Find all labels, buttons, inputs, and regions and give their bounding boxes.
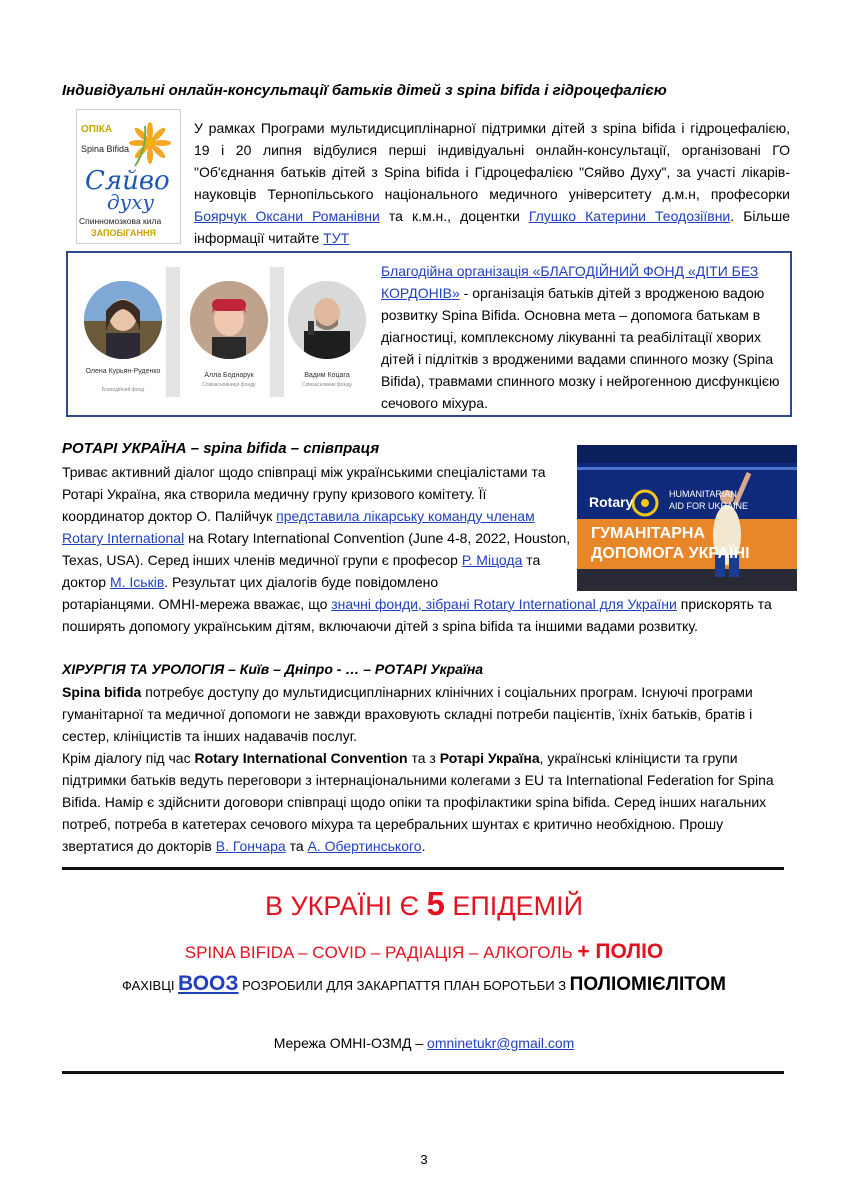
section3-text-b: на Rotary International Convention (June 4-8, 2022, Houston, Texas, USA). Серед інших членів медичної групи є професор: [62, 530, 571, 568]
rotary-convention-photo: [577, 445, 797, 591]
logo-text-dukhu: духу: [107, 190, 155, 214]
section4-text-e: та: [285, 838, 308, 854]
epidemics-list-text: SPINA BIFIDA – COVID – РАДІАЦІЯ – АЛКОГОЛЬ: [184, 943, 578, 962]
epidemics-headline: [0, 885, 848, 923]
rotary-convention-bold: Rotary International Convention: [194, 750, 408, 766]
section2-text: - організація батьків дітей з вродженою вадою розвитку Spina Bifida. Основна мета – допомога батькам в діагностиці, комплексному лікуванні та реабілітації хворих дітей і підлітків з вродженими вадами спинного мозку (Spina Bifida), травмами спинного мозку і нейрогенною дисфункцією сечового міхура.: [381, 285, 780, 411]
headline-text-a: В УКРАЇНІ Є: [265, 891, 427, 921]
link-rotary-funds[interactable]: значні фонди, зібрані Rotary International для України: [331, 596, 677, 612]
section4-text-b: Крім діалогу під час: [62, 750, 195, 766]
rotary-banner-line2: ДОПОМОГА УКРАЇНІ: [591, 545, 750, 562]
polio-label: + ПОЛІО: [577, 940, 664, 963]
section4-body: [62, 681, 792, 857]
headline-text-b: ЕПІДЕМІЙ: [444, 891, 583, 921]
flower-logo-icon: [125, 118, 175, 168]
rotary-label: Rotary: [589, 494, 634, 510]
rotary-aid-label-2: AID FOR UKRAINE: [669, 501, 749, 511]
headline-number: 5: [426, 885, 445, 922]
link-iskiv[interactable]: М. Іськів: [109, 574, 165, 590]
rotary-banner-line1: ГУМАНІТАРНА: [591, 525, 706, 542]
section3-paragraph-continued: [62, 593, 792, 637]
poliomyelitis-label: ПОЛІОМІЄЛІТОМ: [569, 974, 726, 995]
person-name: Алла Боднарук: [204, 372, 254, 379]
person-subtitle: Співзасновник фонду: [301, 382, 352, 388]
logo-text-spina-bifida: Spina Bifida: [81, 144, 130, 154]
sviyvo-dukhu-logo: [76, 109, 181, 244]
section4-text-f: .: [421, 838, 426, 854]
person-name: Олена Курьян-Руденко: [85, 368, 161, 375]
logo-text-opika: ОПІКА: [81, 124, 113, 135]
rotary-ukraine-bold: Ротарі Україна: [439, 750, 540, 766]
logo-text-zapobihannya: ЗАПОБІГАННЯ: [91, 228, 156, 238]
person-subtitle: Співзасновниця фонду: [202, 382, 256, 388]
logo-text-syaivo: Сяйво: [85, 166, 170, 196]
person-name: Вадим Коцага: [304, 372, 350, 379]
section2-paragraph: [381, 260, 781, 414]
contact-label: Мережа ОМНІ-ОЗМД –: [273, 1035, 428, 1051]
section3-paragraph: [62, 461, 572, 593]
section4-title: ХІРУРГІЯ ТА УРОЛОГІЯ – Київ – Дніпро - … – РОТАРІ Україна: [62, 661, 484, 677]
link-vooz[interactable]: ВООЗ: [178, 972, 239, 995]
who-text-b: РОЗРОБИЛИ ДЛЯ ЗАКАРПАТТЯ ПЛАН БОРОТЬБИ З: [238, 978, 570, 993]
divider-top: [62, 867, 784, 870]
rotary-aid-label-1: HUMANITARIAN: [669, 489, 737, 499]
section3-text-a: Триває активний діалог щодо співпраці між українськими спеціалістами та Ротарі Україна, яка створила медичну групу кризового комітету. Її координатор доктор О. Палійчук: [62, 464, 546, 524]
contact-line: [0, 1035, 848, 1051]
who-text-a: ФАХІВЦІ: [121, 978, 179, 993]
section3-text-d: . Результат цих діалогів буде повідомлено: [164, 574, 439, 590]
link-mitsoda[interactable]: Р. Міцода: [461, 552, 523, 568]
avatar-olena: [84, 281, 162, 359]
section3-text-f: прискорять та поширять допомогу українським дітям, включаючи дітей з spina bifida та іншими вадами розвитку.: [62, 596, 772, 634]
link-gonchar[interactable]: В. Гончара: [215, 838, 286, 854]
link-tut[interactable]: ТУТ: [323, 230, 350, 246]
divider-bottom: [62, 1071, 784, 1074]
contact-email-link[interactable]: omninetukr@gmail.com: [427, 1035, 575, 1051]
link-boyarchuk[interactable]: Боярчук Оксани Романівни: [194, 208, 380, 224]
section1-text-b: та к.м.н., доцентки: [379, 208, 529, 224]
photo-separator: [166, 267, 180, 397]
section3-text-e: ротаріанцями. ОМНІ-мережа вважає, що: [62, 596, 332, 612]
section4-text-a: потребує доступу до мультидисциплінарних клінічних і соціальних програм. Існуючі програми гуманітарної та медичної допомоги не завжди враховують складні потреби пацієнтів, їхніх батьків, братів і сестер, клініцистів та інших надавачів послуг.: [62, 684, 753, 744]
section1-text-c: . Більше інформації читайте: [194, 208, 790, 246]
epidemics-list: [0, 940, 848, 964]
section3-title: РОТАРІ УКРАЇНА – spina bifida – співпраця: [62, 440, 380, 457]
section4-paragraph-2: [62, 747, 792, 857]
link-glushko[interactable]: Глушко Катерини Теодозіївни: [528, 208, 731, 224]
section1-title: Індивідуальні онлайн-консультації батьків дітей з spina bifida і гідроцефалією: [62, 82, 667, 99]
section1-text-a: У рамках Програми мультидисциплінарної підтримки дітей з spina bifida і гідроцефалією, 19 і 20 липня відбулися перші індивідуальні онлайн-консультації, організовані ГО "Об'єднання батьків дітей з Spina bifida і Гідроцефалією "Сяйво Духу", за участі лікарів-науковців Тернопільського національного медичного університету д.м.н, професорки: [194, 120, 790, 202]
who-plan-line: [0, 972, 848, 996]
avatar-vadym: [288, 281, 366, 359]
spina-bifida-bold: Spina bifida: [62, 684, 142, 700]
avatar-alla: [190, 281, 268, 359]
link-doctors-team[interactable]: представила лікарську команду членам Rotary International: [62, 508, 535, 546]
link-charity-foundation[interactable]: Благодійна організація «БЛАГОДІЙНИЙ ФОНД «ДІТИ БЕЗ КОРДОНІВ»: [381, 263, 759, 301]
section3-text-c: та доктор: [62, 552, 541, 590]
section4-text-d: , українські клініцисти та групи підтримки батьків ведуть переговори з інтернаціональними колегами з EU та International Federation for Spina Bifida. Намір є здійснити договори співпраці щодо опіки та профілактики spina bifida. Серед інших нагальних потреб, потреба в катетерах сечового міхура та церебральних шунтах є критично необхідною. Прошу звертатися до докторів: [62, 750, 774, 854]
link-obertynskyi[interactable]: А. Обертинського: [307, 838, 422, 854]
page-number: 3: [420, 1152, 428, 1167]
section4-text-c: та з: [407, 750, 440, 766]
logo-text-spinnomozkova-kyla: Спинномозкова кила: [79, 216, 162, 226]
section4-paragraph-1: [62, 681, 792, 747]
section1-paragraph: [194, 117, 790, 249]
person-subtitle: Благодійний фонд: [101, 387, 145, 393]
